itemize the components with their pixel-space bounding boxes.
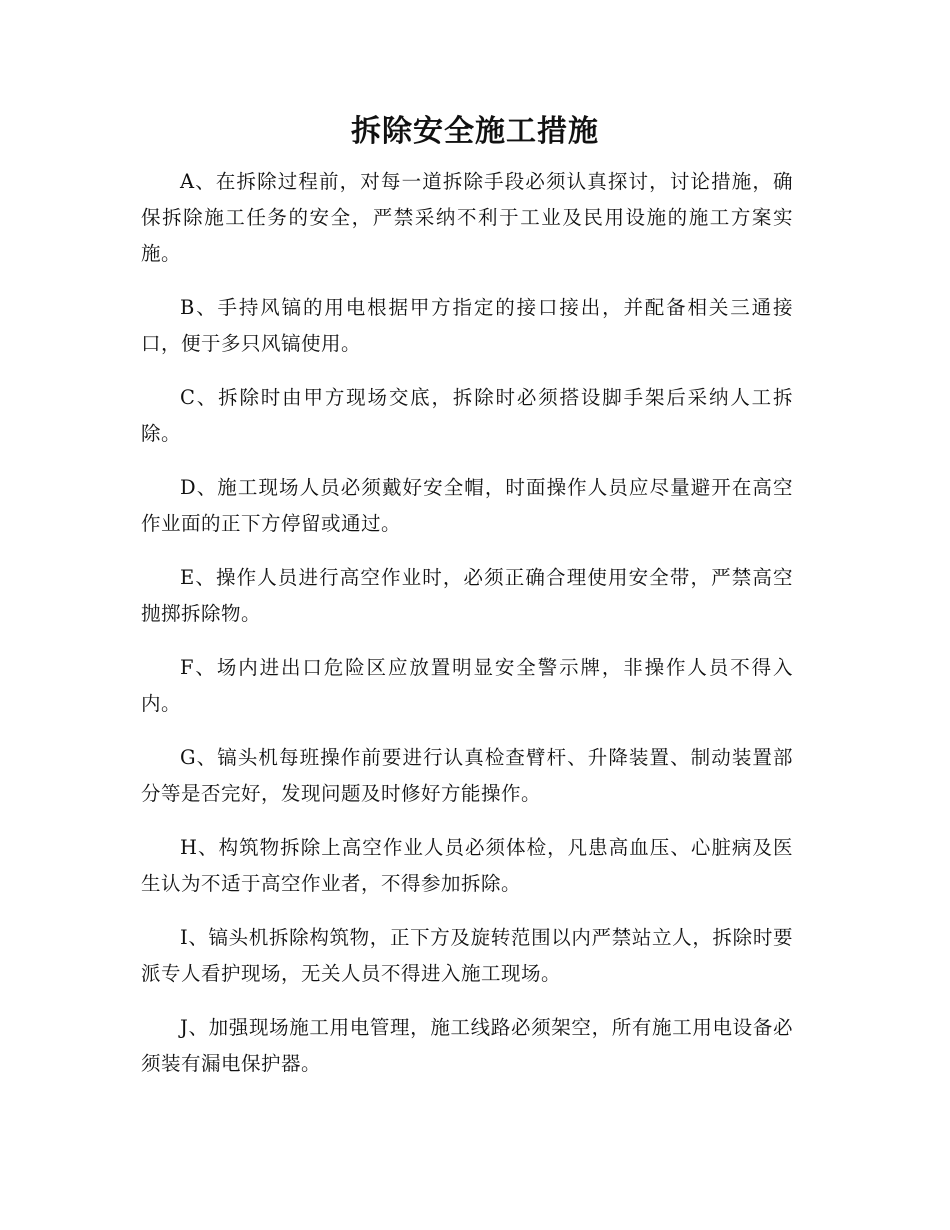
paragraph-b: B、手持风镐的用电根据甲方指定的接口接出，并配备相关三通接口，便于多只风镐使用。 [141,296,793,355]
paragraph-c: C、拆除时由甲方现场交底，拆除时必须搭设脚手架后采纳人工拆除。 [141,386,793,445]
paragraph-d: D、施工现场人员必须戴好安全帽，时面操作人员应尽量避开在高空作业面的正下方停留或通过。 [141,476,793,535]
paragraph-h: H、构筑物拆除上高空作业人员必须体检，凡患高血压、心脏病及医生认为不适于高空作业者，不得参加拆除。 [141,836,793,895]
paragraph-e: E、操作人员进行高空作业时，必须正确合理使用安全带，严禁高空抛掷拆除物。 [141,566,793,625]
paragraph-g: G、镐头机每班操作前要进行认真检查臂杆、升降装置、制动装置部分等是否完好，发现问题及时修好方能操作。 [141,746,793,805]
paragraph-i: I、镐头机拆除构筑物，正下方及旋转范围以内严禁站立人，拆除时要派专人看护现场，无关人员不得进入施工现场。 [141,926,793,985]
paragraph-f: F、场内进出口危险区应放置明显安全警示牌，非操作人员不得入内。 [141,656,793,715]
paragraph-a: A、在拆除过程前，对每一道拆除手段必须认真探讨，讨论措施，确保拆除施工任务的安全，严禁采纳不利于工业及民用设施的施工方案实施。 [141,170,793,265]
document-title: 拆除安全施工措施 [351,114,599,149]
document-body [141,164,793,1100]
paragraph-j: J、加强现场施工用电管理，施工线路必须架空，所有施工用电设备必须装有漏电保护器。 [141,1016,793,1075]
